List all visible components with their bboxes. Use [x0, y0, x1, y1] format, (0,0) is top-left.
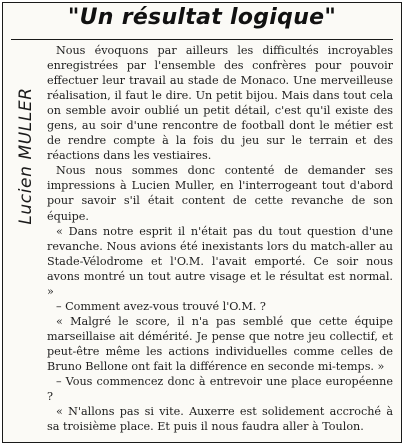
newspaper-clipping: [2, 2, 402, 443]
article-paragraph-intro: Nous évoquons par ailleurs les difficultés incroyables enregistrées par l'ensemble des confrères pour pouvoir effectuer leur travail au stade de Monaco. Une merveilleuse réalisation, il faut le dire. Un petit bijou. Mais dans tout cela on semble avoir oublié un petit détail, c'est qu'il existe des gens, au soir d'une rencontre de football dont le métier est de rendre compte à la fois du jeu sur le terrain et des réactions dans les vestiaires.: [47, 44, 393, 163]
article-paragraph-answer-1: « Dans notre esprit il n'était pas du tout question d'une revanche. Nous avions été inexistants lors du match-aller au Stade-Vélodrome et l'O.M. l'avait emporté. Ce soir nous avons montré un tout autre visage et le résultat est normal. »: [47, 224, 393, 298]
article-body: [47, 43, 393, 434]
byline-column: [13, 51, 39, 261]
byline-vertical: Lucien MULLER: [16, 87, 36, 225]
article-paragraph-question: Nous nous sommes donc contenté de demander ses impressions à Lucien Muller, en l'interrogeant tout d'abord pour savoir s'il était content de cette revanche de son équipe.: [47, 164, 393, 223]
article-paragraph-answer-3: « N'allons pas si vite. Auxerre est solidement accroché à sa troisième place. Et puis il nous faudra aller à Toulon.: [47, 405, 393, 434]
article-paragraph-question-3: – Vous commencez donc à entrevoir une place européenne ?: [47, 375, 393, 404]
article-paragraph-question-2: – Comment avez-vous trouvé l'O.M. ?: [55, 299, 266, 313]
header-rule: [11, 39, 393, 40]
headline: "Un résultat logique": [67, 5, 337, 30]
article-paragraph-answer-2: « Malgré le score, il n'a pas semblé que cette équipe marseillaise ait démérité. Je pense que notre jeu collectif, et peut-être même les actions individuelles comme celles de Bruno Bellone ont fait la différence en seconde mi-temps. »: [47, 314, 393, 373]
